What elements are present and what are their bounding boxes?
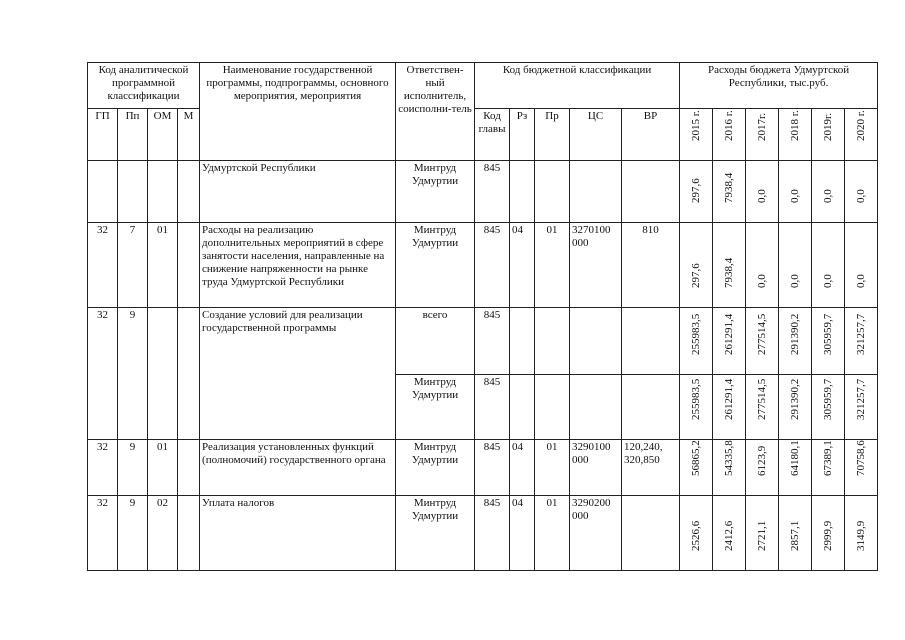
value-cell: 277514,5 [746, 375, 779, 440]
year-header: 2016 г. [713, 109, 746, 161]
m-cell [178, 223, 200, 308]
year-header: 2017г. [746, 109, 779, 161]
pr-header: Пр [535, 109, 570, 161]
value-cell: 3149,9 [845, 496, 878, 571]
responsible-cell: Минтруд Удмуртии [396, 223, 475, 308]
value-cell: 291390,2 [779, 308, 812, 375]
value-cell: 56865,2 [680, 440, 713, 496]
value-cell: 305959,7 [812, 308, 845, 375]
value-cell: 277514,5 [746, 308, 779, 375]
value-cell: 2526,6 [680, 496, 713, 571]
rz-cell: 04 [510, 223, 535, 308]
vr-cell [622, 161, 680, 223]
value-cell: 64180,1 [779, 440, 812, 496]
year-header: 2018 г. [779, 109, 812, 161]
value-cell: 2721,1 [746, 496, 779, 571]
rz-header: Рз [510, 109, 535, 161]
rz-cell [510, 375, 535, 440]
pr-cell [535, 308, 570, 375]
gp-cell: 32 [88, 440, 118, 496]
vr-cell [622, 375, 680, 440]
value-cell: 2412,6 [713, 496, 746, 571]
responsible-cell: Минтруд Удмуртии [396, 496, 475, 571]
value-cell: 0,0 [845, 161, 878, 223]
glava-cell: 845 [475, 375, 510, 440]
responsible-header: Ответствен-ный исполнитель, соисполни-тель [396, 63, 475, 161]
vr-header: ВР [622, 109, 680, 161]
m-cell [178, 161, 200, 223]
om-cell: 01 [148, 223, 178, 308]
cs-header: ЦС [570, 109, 622, 161]
name-cell: Уплата налогов [200, 496, 396, 571]
gp-cell: 32 [88, 223, 118, 308]
table-row [88, 440, 878, 496]
pr-cell [535, 375, 570, 440]
table-row [88, 308, 878, 375]
name-cell: Создание условий для реализации государственной программы [200, 308, 396, 440]
cs-cell: 3290200 000 [570, 496, 622, 571]
value-cell: 297,6 [680, 223, 713, 308]
vr-cell [622, 496, 680, 571]
value-cell: 0,0 [812, 161, 845, 223]
kod-glavy-header: Код главы [475, 109, 510, 161]
budget-table [87, 62, 878, 571]
value-cell: 0,0 [779, 161, 812, 223]
m-header: М [178, 109, 200, 161]
value-cell: 291390,2 [779, 375, 812, 440]
value-cell: 67389,1 [812, 440, 845, 496]
value-cell: 305959,7 [812, 375, 845, 440]
value-cell: 261291,4 [713, 308, 746, 375]
pp-cell: 9 [118, 440, 148, 496]
rz-cell [510, 308, 535, 375]
gp-cell: 32 [88, 496, 118, 571]
value-cell: 2857,1 [779, 496, 812, 571]
year-header: 2020 г. [845, 109, 878, 161]
responsible-cell: Минтруд Удмуртии [396, 440, 475, 496]
pp-cell: 9 [118, 496, 148, 571]
glava-cell: 845 [475, 308, 510, 375]
gp-cell [88, 161, 118, 223]
analytic-code-header: Код аналитической программной классификации [88, 63, 200, 109]
name-cell: Удмуртской Республики [200, 161, 396, 223]
value-cell: 255983,5 [680, 375, 713, 440]
value-cell: 7938,4 [713, 161, 746, 223]
name-cell: Реализация установленных функций (полномочий) государственного органа [200, 440, 396, 496]
om-cell [148, 161, 178, 223]
rz-cell [510, 161, 535, 223]
value-cell: 2999,9 [812, 496, 845, 571]
table-row [88, 161, 878, 223]
value-cell: 321257,7 [845, 375, 878, 440]
om-cell [148, 308, 178, 440]
om-cell: 02 [148, 496, 178, 571]
cs-cell [570, 375, 622, 440]
value-cell: 0,0 [746, 223, 779, 308]
value-cell: 0,0 [746, 161, 779, 223]
name-cell: Расходы на реализацию дополнительных мероприятий в сфере занятости населения, направленные на снижение напряженности на рынке труда Удмуртской Республики [200, 223, 396, 308]
om-header: ОМ [148, 109, 178, 161]
pr-cell [535, 161, 570, 223]
value-cell: 54335,8 [713, 440, 746, 496]
value-cell: 7938,4 [713, 223, 746, 308]
pr-cell: 01 [535, 440, 570, 496]
m-cell [178, 496, 200, 571]
om-cell: 01 [148, 440, 178, 496]
value-cell: 0,0 [779, 223, 812, 308]
pr-cell: 01 [535, 496, 570, 571]
rz-cell: 04 [510, 440, 535, 496]
cs-cell: 3270100 000 [570, 223, 622, 308]
value-cell: 297,6 [680, 161, 713, 223]
name-header: Наименование государственной программы, подпрограммы, основного мероприятия, мероприятия [200, 63, 396, 161]
value-cell: 261291,4 [713, 375, 746, 440]
pr-cell: 01 [535, 223, 570, 308]
year-header: 2019г. [812, 109, 845, 161]
rz-cell: 04 [510, 496, 535, 571]
value-cell: 0,0 [812, 223, 845, 308]
value-cell: 255983,5 [680, 308, 713, 375]
vr-cell: 120,240, 320,850 [622, 440, 680, 496]
m-cell [178, 440, 200, 496]
pp-header: Пп [118, 109, 148, 161]
pp-cell: 9 [118, 308, 148, 440]
glava-cell: 845 [475, 161, 510, 223]
responsible-cell: всего [396, 308, 475, 375]
gp-cell: 32 [88, 308, 118, 440]
cs-cell [570, 308, 622, 375]
table-row [88, 496, 878, 571]
gp-header: ГП [88, 109, 118, 161]
pp-cell: 7 [118, 223, 148, 308]
glava-cell: 845 [475, 223, 510, 308]
cs-cell [570, 161, 622, 223]
glava-cell: 845 [475, 496, 510, 571]
responsible-cell: Минтруд Удмуртии [396, 375, 475, 440]
value-cell: 0,0 [845, 223, 878, 308]
table-row [88, 223, 878, 308]
value-cell: 6123,9 [746, 440, 779, 496]
expenses-header: Расходы бюджета Удмуртской Республики, тыс.руб. [680, 63, 878, 109]
value-cell: 321257,7 [845, 308, 878, 375]
responsible-cell: Минтруд Удмуртии [396, 161, 475, 223]
vr-cell: 810 [622, 223, 680, 308]
cs-cell: 3290100 000 [570, 440, 622, 496]
year-header: 2015 г. [680, 109, 713, 161]
glava-cell: 845 [475, 440, 510, 496]
pp-cell [118, 161, 148, 223]
m-cell [178, 308, 200, 440]
budget-code-header: Код бюджетной классификации [475, 63, 680, 109]
value-cell: 70758,6 [845, 440, 878, 496]
vr-cell [622, 308, 680, 375]
